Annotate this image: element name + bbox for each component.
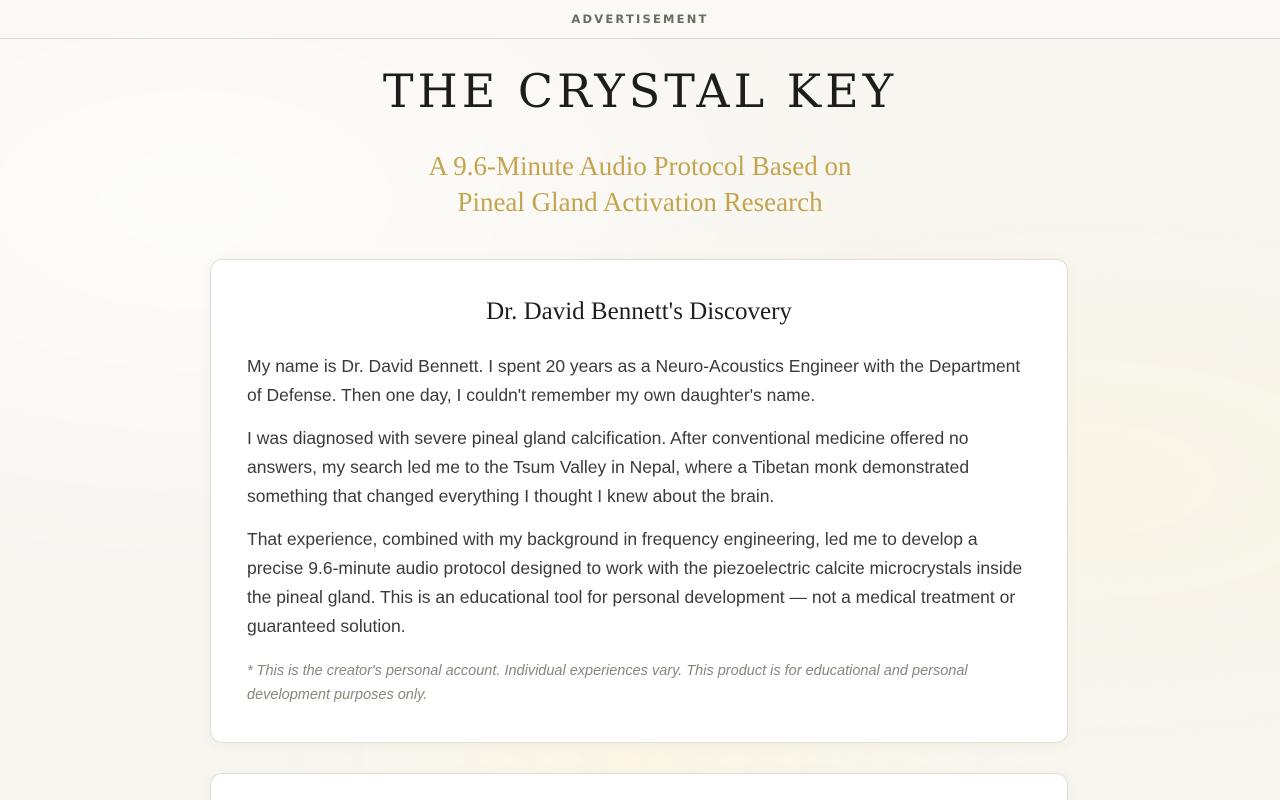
story-card-heading: Dr. David Bennett's Discovery [486, 298, 792, 325]
subtitle-line-2: Pineal Gland Activation Research [457, 187, 823, 217]
story-paragraph: My name is Dr. David Bennett. I spent 20 years as a Neuro-Acoustics Engineer with the Department of Defense. Then one day, I couldn't remember my own daughter's name. [247, 356, 1021, 405]
next-card [210, 773, 1068, 800]
story-disclaimer: * This is the creator's personal account. Individual experiences vary. This product is for educational and personal development purposes only. [247, 663, 968, 703]
advertisement-bar [0, 0, 1280, 39]
page-subtitle [0, 148, 1280, 220]
story-paragraph: That experience, combined with my background in frequency engineering, led me to develop a precise 9.6-minute audio protocol designed to work with the piezoelectric calcite microcrystals inside the pineal gland. This is an educational tool for personal development — not a medical treatment or guaranteed solution. [247, 529, 1023, 636]
story-paragraph: I was diagnosed with severe pineal gland calcification. After conventional medicine offered no answers, my search led me to the Tsum Valley in Nepal, where a Tibetan monk demonstrated something that changed everything I thought I knew about the brain. [247, 428, 970, 506]
page-title: THE CRYSTAL KEY [382, 64, 898, 118]
subtitle-line-1: A 9.6-Minute Audio Protocol Based on [428, 151, 852, 181]
story-card [210, 259, 1068, 743]
advertisement-label: ADVERTISEMENT [571, 12, 709, 26]
